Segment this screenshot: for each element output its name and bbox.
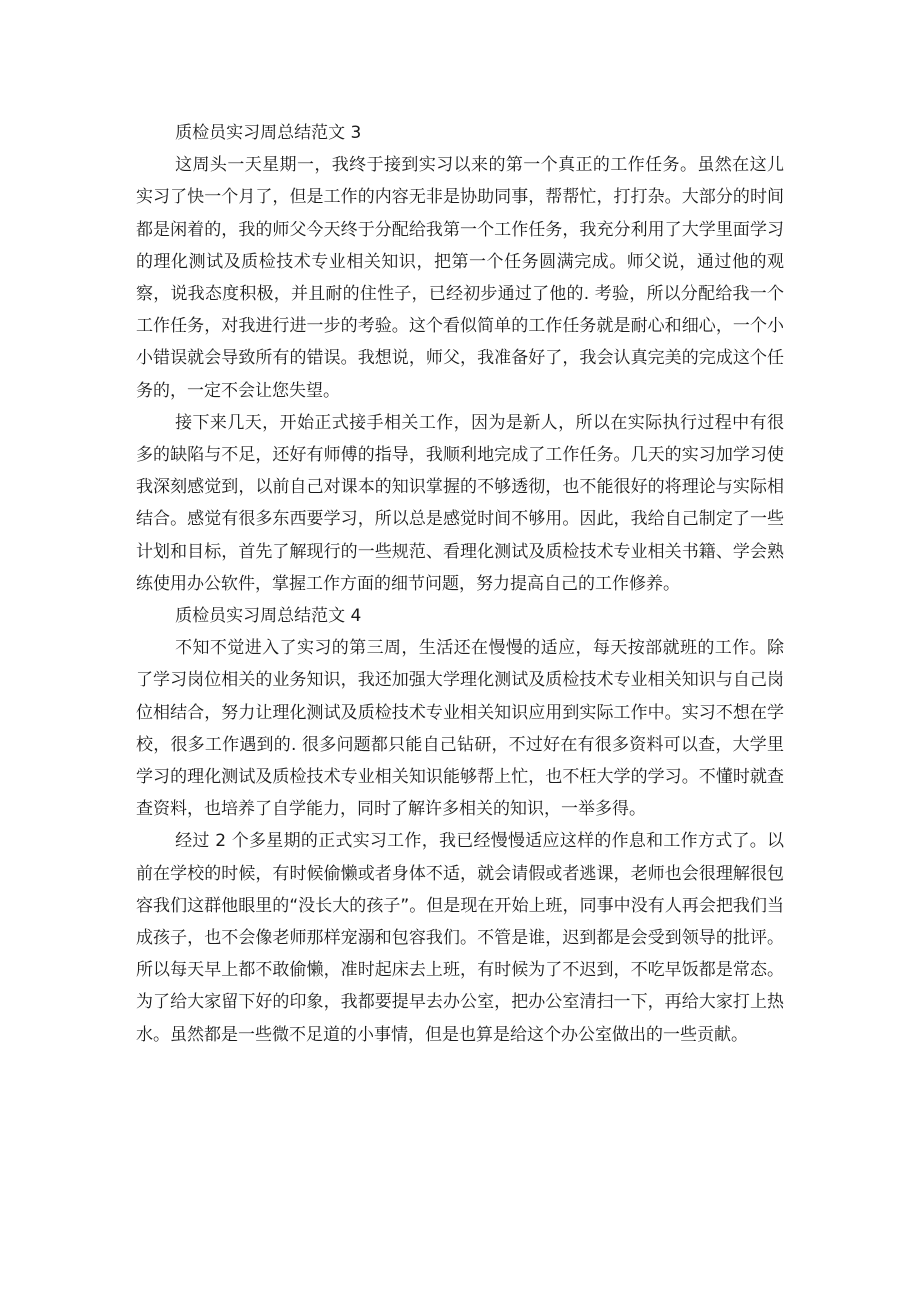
paragraph: 这周头一天星期一，我终于接到实习以来的第一个真正的工作任务。虽然在这儿实习了快一个月了，但是工作的内容无非是协助同事，帮帮忙，打打杂。大部分的时间都是闲着的，我的师父今天终于分配给我第一个工作任务，我充分利用了大学里面学习的理化测试及质检技术专业相关知识，把第一个任务圆满完成。师父说，通过他的观察，说我态度积极，并且耐的住性子，已经初步通过了他的. 考验，所以分配给我一个工作任务，对我进行进一步的考验。这个看似简单的工作任务就是耐心和细心，一个小小错误就会导致所有的错误。我想说，师父，我准备好了，我会认真完美的完成这个任务的，一定不会让您失望。 [136, 155, 784, 401]
paragraph: 经过 2 个多星期的正式实习工作，我已经慢慢适应这样的作息和工作方式了。以前在学校的时候，有时候偷懒或者身体不适，就会请假或者逃课，老师也会很理解很包容我们这群他眼里的“没长大的孩子”。但是现在开始上班，同事中没有人再会把我们当成孩子，也不会像老师那样宠溺和包容我们。不管是谁，迟到都是会受到领导的批评。所以每天早上都不敢偷懒，准时起床去上班，有时候为了不迟到，不吃早饭都是常态。为了给大家留下好的印象，我都要提早去办公室，把办公室清扫一下，再给大家打上热水。虽然都是一些微不足道的小事情，但是也算是给这个办公室做出的一些贡献。 [136, 831, 784, 1045]
paragraph: 不知不觉进入了实习的第三周，生活还在慢慢的适应，每天按部就班的工作。除了学习岗位相关的业务知识，我还加强大学理化测试及质检技术专业相关知识与自己岗位相结合，努力让理化测试及质检技术专业相关知识应用到实际工作中。实习不想在学校，很多工作遇到的. 很多问题都只能自己钻研，不过好在有很多资料可以查，大学里学习的理化测试及质检技术专业相关知识能够帮上忙，也不枉大学的学习。不懂时就查查资料，也培养了自学能力，同时了解许多相关的知识，一举多得。 [136, 638, 784, 820]
paragraph: 接下来几天，开始正式接手相关工作，因为是新人，所以在实际执行过程中有很多的缺陷与不足，还好有师傅的指导，我顺利地完成了工作任务。几天的实习加学习使我深刻感觉到，以前自己对课本的知识掌握的不够透彻，也不能很好的将理论与实际相结合。感觉有很多东西要学习，所以总是感觉时间不够用。因此，我给自己制定了一些计划和目标，首先了解现行的一些规范、看理化测试及质检技术专业相关书籍、学会熟练使用办公软件，掌握工作方面的细节问题，努力提高自己的工作修养。 [136, 412, 784, 594]
section-heading-4: 质检员实习周总结范文 4 [175, 606, 362, 627]
document-page [136, 117, 784, 1051]
section-heading-3: 质检员实习周总结范文 3 [175, 123, 362, 143]
